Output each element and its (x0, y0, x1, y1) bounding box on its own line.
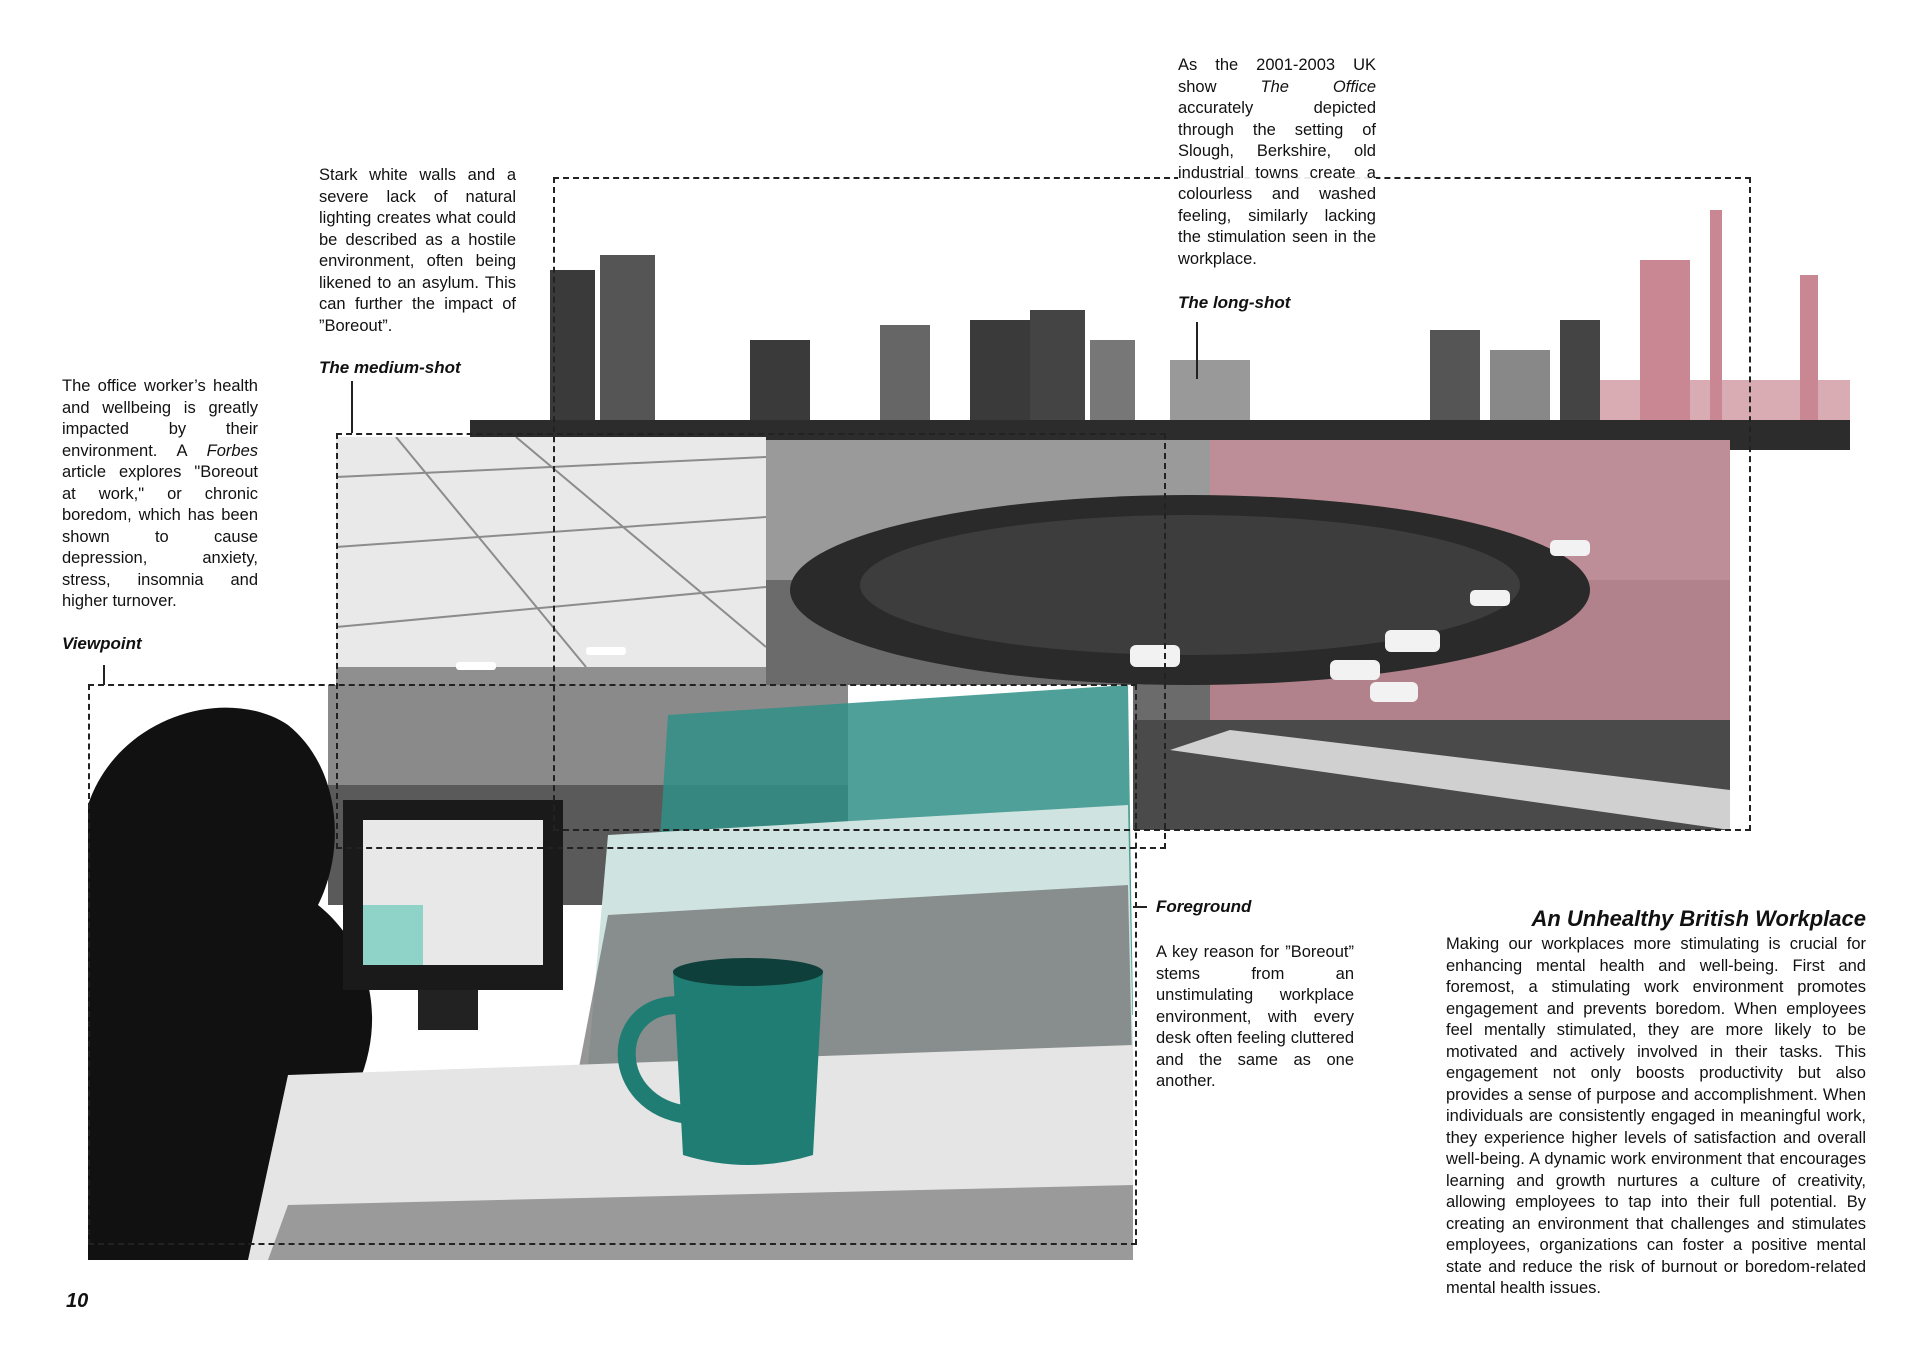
viewpoint-label: Viewpoint (62, 634, 142, 653)
foreground-leader (1133, 906, 1147, 908)
viewpoint-frame (88, 684, 1137, 1245)
viewpoint-text (62, 376, 258, 613)
long-shot-text-emph: The Office (1260, 77, 1376, 96)
long-shot-leader (1196, 322, 1198, 379)
long-shot-text-after: accurately depicted through the setting of Slough, Berkshire, old industrial towns create a colourless and washed feeling, similarly lacking the stimulation seen in the workplace. (1178, 99, 1376, 268)
viewpoint-text-emph: Forbes (206, 441, 258, 460)
long-shot-text-before: As the 2001-2003 UK show (1178, 56, 1376, 96)
viewpoint-leader (103, 665, 105, 685)
long-shot-label: The long-shot (1178, 293, 1291, 312)
long-shot-text (1178, 55, 1376, 270)
foreground-text: A key reason for ”Boreout” stems from an unstimulating workplace environment, with every desk often feeling cluttered and the same as one another. (1156, 943, 1354, 1090)
medium-shot-leader (351, 381, 353, 433)
article-body: Making our workplaces more stimulating is crucial for enhancing mental health and well-being. First and foremost, a stimulating work environment promotes engagement and prevents boredom. When employees feel mentally stimulated, they are more likely to be motivated and actively involved in their tasks. This engagement not only boosts productivity but also provides a sense of purpose and accomplishment. When individuals are consistently engaged in meaningful work, they experience higher levels of satisfaction and overall well-being. A dynamic work environment that encourages learning and growth nurtures a culture of creativity, allowing employees to tap into their full potential. By creating an environment that challenges and stimulates employees, organizations can foster a positive mental state and reduce the risk of burnout or boredom-related mental health issues. (1446, 935, 1866, 1297)
medium-shot-text: Stark white walls and a severe lack of natural lighting creates what could be described as a hostile environment, often being likened to an asylum. This can further the impact of ”Boreout”. (319, 166, 516, 335)
viewpoint-text-after: article explores "Boreout at work," or chronic boredom, which has been shown to cause depression, anxiety, stress, insomnia and higher turnover. (62, 463, 258, 610)
viewpoint-text-before: The office worker’s health and wellbeing is greatly impacted by their environment. A (62, 377, 258, 460)
medium-shot-label: The medium-shot (319, 358, 461, 377)
foreground-label: Foreground (1156, 897, 1252, 916)
article-heading: An Unhealthy British Workplace (1531, 906, 1866, 931)
page-number: 10 (66, 1290, 89, 1312)
